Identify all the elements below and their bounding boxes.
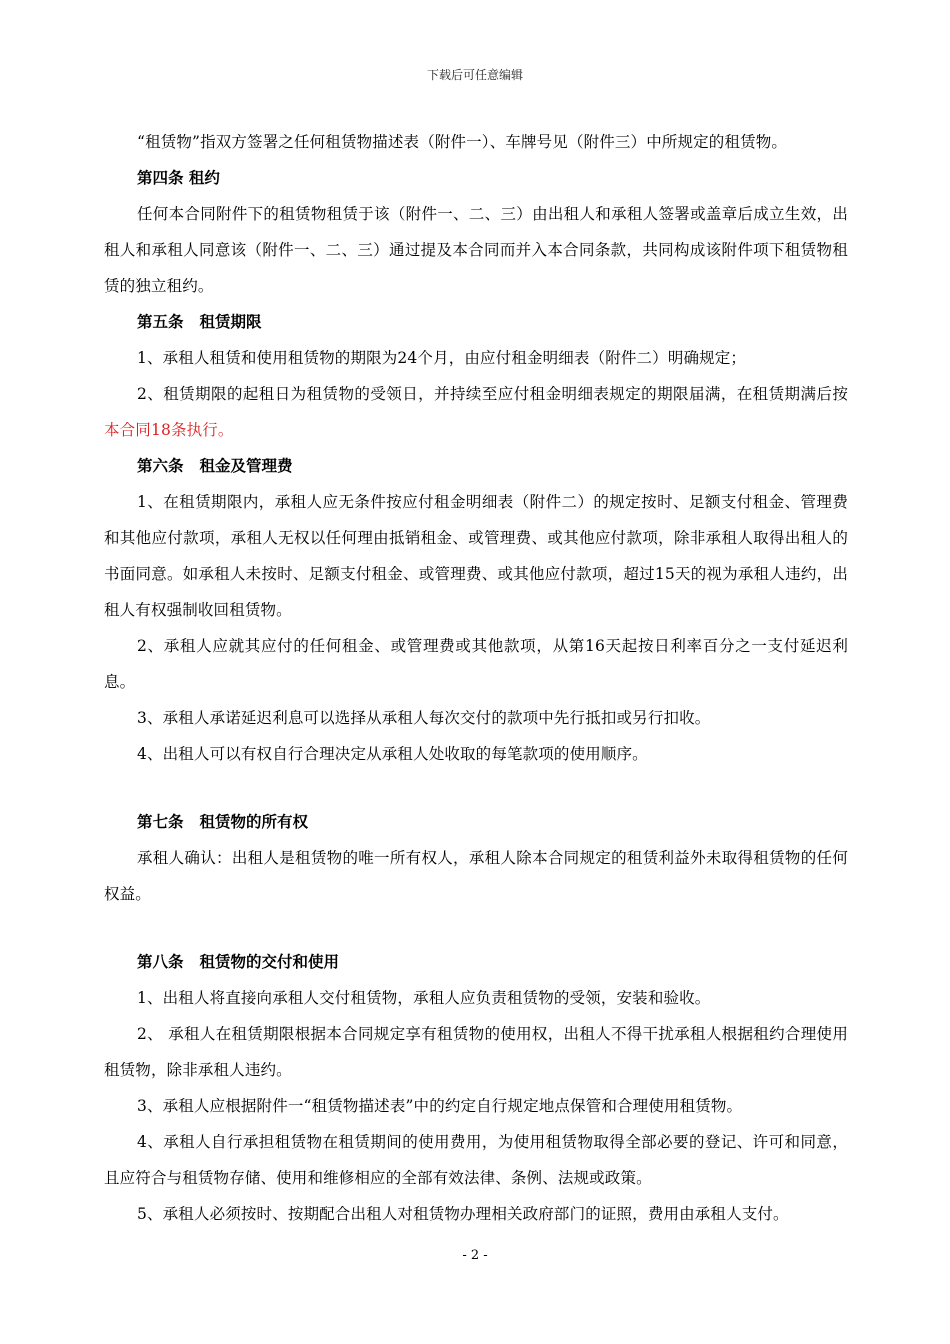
article-8-paragraph-1: 1、出租人将直接向承租人交付租赁物，承租人应负责租赁物的受领，安装和验收。	[137, 989, 711, 1007]
article-6-paragraph-3: 3、承租人承诺延迟利息可以选择从承租人每次交付的款项中先行抵扣或另行扣收。	[137, 709, 711, 727]
article-6-number: 第六条	[137, 457, 184, 475]
article-5-paragraph-2	[104, 376, 848, 448]
page-header: 下载后可任意编辑	[426, 68, 523, 82]
article-8-title: 租赁物的交付和使用	[199, 953, 340, 971]
article-8-paragraph-4: 4、承租人自行承担租赁物在租赁期间的使用费用，为使用租赁物取得全部必要的登记、许可和同意，且应符合与租赁物存储、使用和维修相应的全部有效法律、条例、法规或政策。	[104, 1133, 848, 1187]
article-7-number: 第七条	[137, 813, 184, 831]
article-4-heading: 第四条 租约	[137, 169, 220, 187]
document-body	[104, 124, 848, 1232]
article-6-paragraph-4: 4、出租人可以有权自行合理决定从承租人处收取的每笔款项的使用顺序。	[137, 745, 648, 763]
article-6-heading	[104, 448, 848, 484]
article-7-paragraph-1: 承租人确认：出租人是租赁物的唯一所有权人，承租人除本合同规定的租赁利益外未取得租赁物的任何权益。	[104, 849, 848, 903]
article-5-number: 第五条	[137, 313, 184, 331]
article-6-paragraph-1: 1、在租赁期限内，承租人应无条件按应付租金明细表（附件二）的规定按时、足额支付租金、管理费和其他应付款项，承租人无权以任何理由抵销租金、或管理费、或其他应付款项，除非承租人取得出租人的书面同意。如承租人未按时、足额支付租金、或管理费、或其他应付款项，超过15天的视为承租人违约，出租人有权强制收回租赁物。	[104, 493, 848, 619]
article-8-paragraph-3: 3、承租人应根据附件一“租赁物描述表”中的约定自行规定地点保管和合理使用租赁物。	[137, 1097, 743, 1115]
article-5-heading	[104, 304, 848, 340]
article-5-highlight-text: 本合同18条执行。	[104, 421, 234, 439]
article-8-paragraph-5: 5、承租人必须按时、按期配合出租人对租赁物办理相关政府部门的证照，费用由承租人支付。	[137, 1205, 789, 1223]
section-spacer	[104, 772, 848, 804]
section-spacer	[104, 912, 848, 944]
article-7-title: 租赁物的所有权	[199, 813, 309, 831]
article-7-heading	[104, 804, 848, 840]
article-5-paragraph-1: 1、承租人租赁和使用租赁物的期限为24个月，由应付租金明细表（附件二）明确规定；	[137, 349, 747, 367]
article-4-paragraph-1: 任何本合同附件下的租赁物租赁于该（附件一、二、三）由出租人和承租人签署或盖章后成立生效，出租人和承租人同意该（附件一、二、三）通过提及本合同而并入本合同条款，共同构成该附件项下租赁物租赁的独立租约。	[104, 205, 848, 295]
article-5-paragraph-2-text: 2、租赁期限的起租日为租赁物的受领日，并持续至应付租金明细表规定的期限届满，在租赁期满后按	[137, 385, 848, 403]
article-5-title: 租赁期限	[199, 313, 262, 331]
article-8-paragraph-2: 2、 承租人在租赁期限根据本合同规定享有租赁物的使用权，出租人不得干扰承租人根据租约合理使用租赁物，除非承租人违约。	[104, 1025, 848, 1079]
article-8-heading	[104, 944, 848, 980]
page-number: - 2 -	[462, 1248, 488, 1263]
article-6-paragraph-2: 2、承租人应就其应付的任何租金、或管理费或其他款项，从第16天起按日利率百分之一支付延迟利息。	[104, 637, 848, 691]
definition-paragraph: “租赁物”指双方签署之任何租赁物描述表（附件一）、车牌号见（附件三）中所规定的租赁物。	[137, 133, 788, 151]
article-6-title: 租金及管理费	[199, 457, 293, 475]
article-8-number: 第八条	[137, 953, 184, 971]
